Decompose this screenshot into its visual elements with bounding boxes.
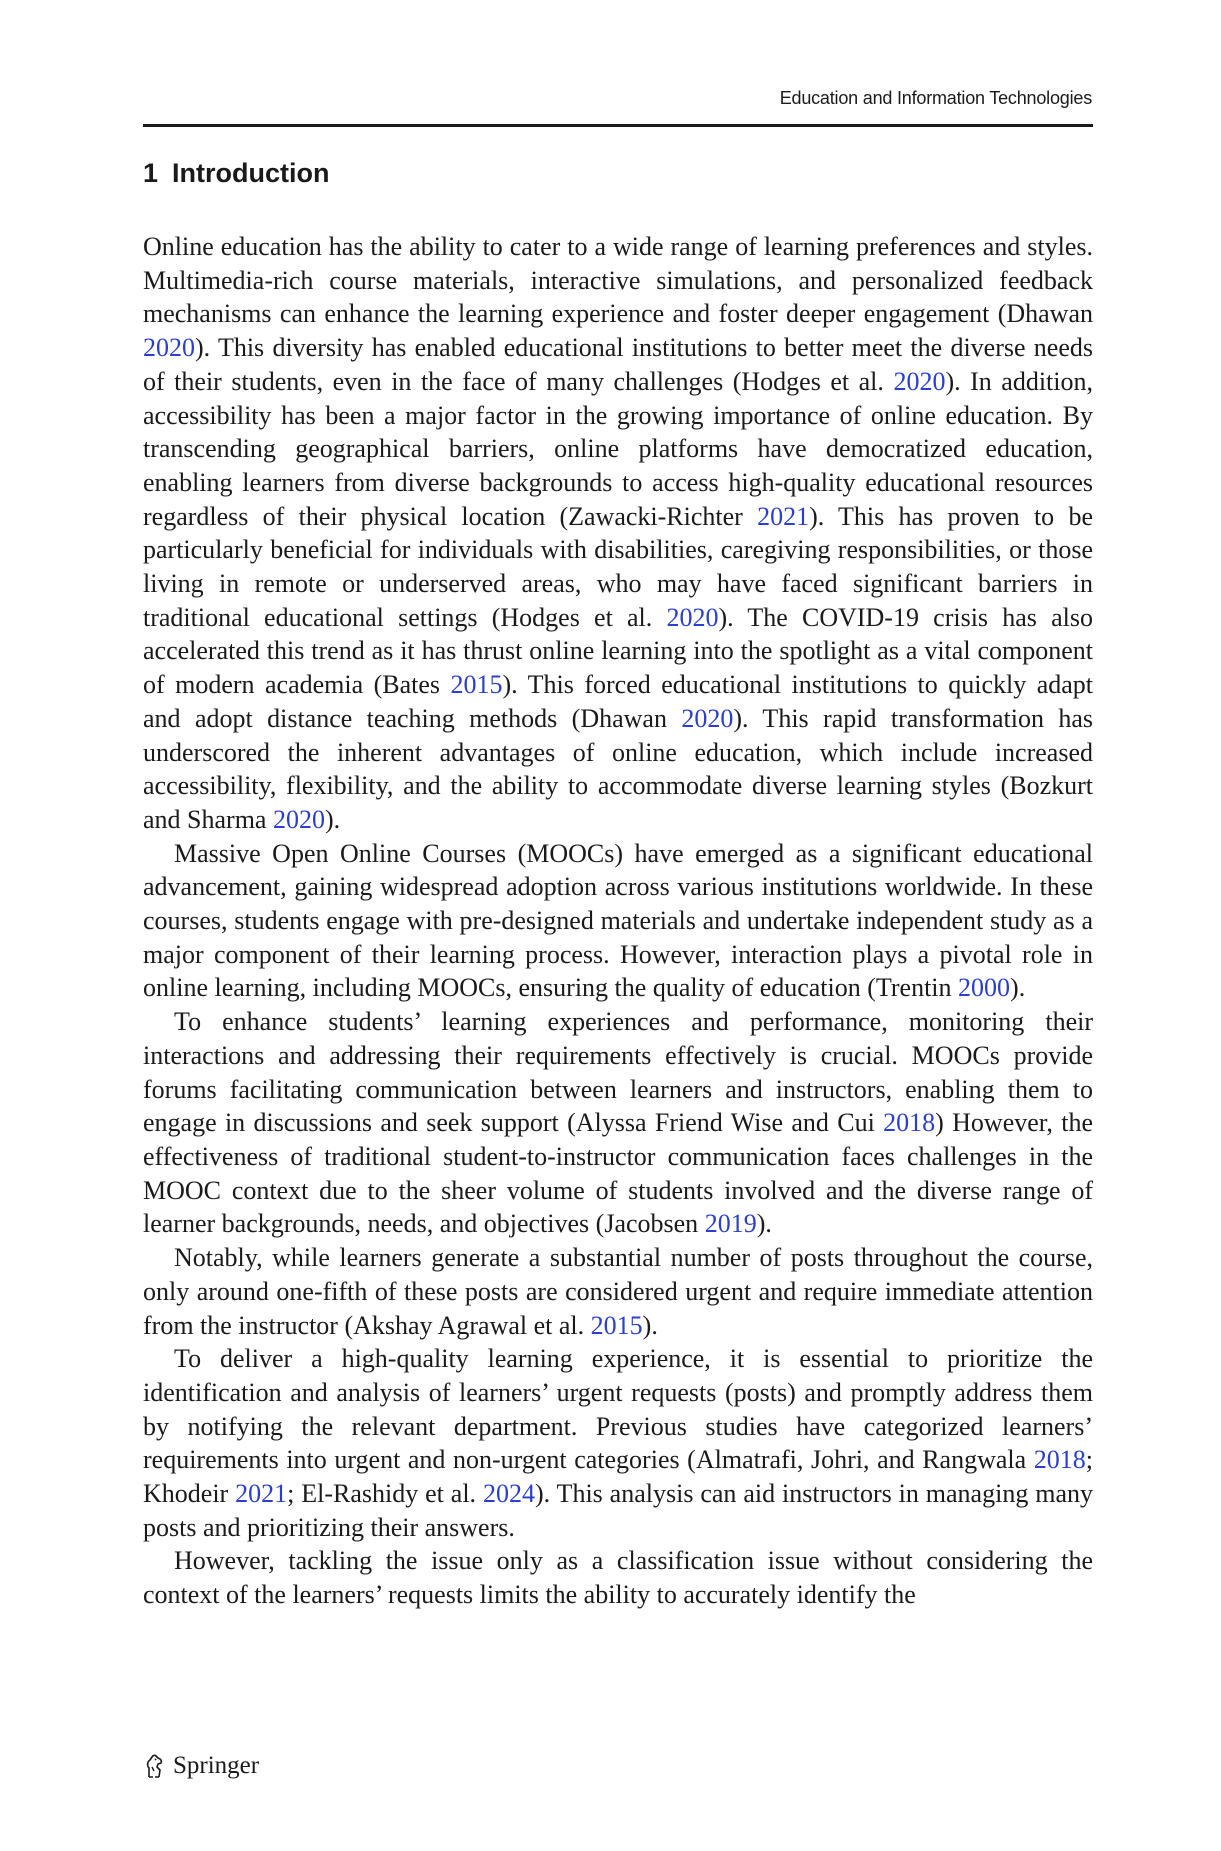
citation-link[interactable]: 2015 — [590, 1310, 643, 1340]
paragraph — [143, 230, 1093, 837]
paragraph-text: ). — [756, 1209, 772, 1239]
citation-link[interactable]: 2015 — [450, 670, 503, 700]
paragraph-text: Notably, while learners generate a substantial number of posts throughout the course, only around one-fifth of these posts are considered urgent and require immediate attention from the instructor (Akshay Agrawal et al. — [143, 1243, 1093, 1340]
citation-link[interactable]: 2018 — [1033, 1445, 1086, 1475]
citation-link[interactable]: 2020 — [143, 333, 195, 363]
paragraph-text: ). — [642, 1310, 658, 1340]
paragraph-text: ). — [1010, 973, 1026, 1003]
paragraph-text: ). This rapid transformation has underscored the inherent advantages of online education, which include increased accessibility, flexibility, and the ability to accommodate diverse learning styles (Bozkurt and Sharma — [143, 703, 1093, 834]
paragraph — [143, 1005, 1093, 1241]
paragraph — [143, 1342, 1093, 1544]
springer-horse-icon — [143, 1753, 165, 1779]
paragraph-text: ). This diversity has enabled educational institutions to better meet the diverse needs of their students, even in the face of many challenges (Hodges et al. — [143, 333, 1093, 396]
paragraph-text: Massive Open Online Courses (MOOCs) have emerged as a significant educational advancement, gaining widespread adoption across various institutions worldwide. In these courses, students engage with pre-designed materials and undertake independent study as a major component of their learning process. However, interaction plays a pivotal role in online learning, including MOOCs, ensuring the quality of education (Trentin — [143, 838, 1093, 1003]
citation-link[interactable]: 2018 — [883, 1108, 936, 1138]
paragraph — [143, 837, 1093, 1006]
paragraph-text: ). In addition, accessibility has been a major factor in the growing importance of online education. By transcending geographical barriers, online platforms have democratized education, enabling learners from diverse backgrounds to access high-quality educational resources regardless of their physical location (Zawacki-Richter — [143, 366, 1094, 531]
paragraph-text: To deliver a high-quality learning experience, it is essential to prioritize the identification and analysis of learners’ urgent requests (posts) and promptly address them by notifying the relevant department. Previous studies have categorized learners’ requirements into urgent and non-urgent categories (Almatrafi, Johri, and Rangwala — [143, 1344, 1093, 1475]
paragraph-text: ). This has proven to be particularly beneficial for individuals with disabilities, caregiving responsibilities, or those living in remote or underserved areas, who may have faced significant barriers in traditional educational settings (Hodges et al. — [143, 501, 1093, 632]
paragraph-text: ). — [324, 804, 341, 834]
citation-link[interactable]: 2020 — [681, 703, 734, 733]
citation-link[interactable]: 2000 — [958, 973, 1011, 1003]
section-title: Introduction — [172, 158, 330, 188]
section-heading — [143, 158, 330, 189]
citation-link[interactable]: 2020 — [272, 804, 325, 834]
section-number: 1 — [143, 158, 159, 188]
paragraph-text: ). The COVID-19 crisis has also accelerated this trend as it has thrust online learning into the spotlight as a vital component of modern academia (Bates — [143, 602, 1093, 700]
citation-link[interactable]: 2020 — [666, 602, 719, 632]
paragraph — [143, 1241, 1093, 1342]
paragraph-text: Online education has the ability to cater to a wide range of learning preferences and styles. Multimedia-rich course materials, interactive simulations, and personalized feedback mechanisms can enhance the learning experience and foster deeper engagement (Dhawan — [143, 232, 1093, 329]
citation-link[interactable]: 2019 — [704, 1209, 757, 1239]
body-text — [143, 230, 1093, 1612]
paragraph-text: ; Khodeir — [143, 1445, 1093, 1509]
paragraph-text: However, tackling the issue only as a classification issue without considering the context of the learners’ requests limits the ability to accurately identify the — [143, 1546, 1093, 1610]
running-head: Education and Information Technologies — [779, 88, 1092, 108]
paragraph-text: ). This analysis can aid instructors in managing many posts and prioritizing their answers. — [143, 1479, 1093, 1542]
citation-link[interactable]: 2021 — [235, 1479, 288, 1509]
publisher-name: Springer — [173, 1752, 260, 1779]
paragraph-text: ; El-Rashidy et al. — [287, 1479, 483, 1509]
paragraph-text: ). This forced educational institutions to quickly adapt and adopt distance teaching methods (Dhawan — [143, 670, 1093, 733]
paragraph-text: To enhance students’ learning experiences and performance, monitoring their interactions and addressing their requirements effectively is crucial. MOOCs provide forums facilitating communication between learners and instructors, enabling them to engage in discussions and seek support (Alyssa Friend Wise and Cui — [143, 1007, 1093, 1138]
paragraph — [143, 1544, 1093, 1611]
citation-link[interactable]: 2021 — [757, 501, 810, 531]
citation-link[interactable]: 2024 — [482, 1479, 535, 1509]
paragraph-text: ) However, the effectiveness of traditional student-to-instructor communication faces challenges in the MOOC context due to the sheer volume of students involved and the diverse range of learner backgrounds, needs, and objectives (Jacobsen — [143, 1108, 1094, 1239]
header-rule — [143, 124, 1093, 127]
publisher-footer — [143, 1752, 259, 1780]
citation-link[interactable]: 2020 — [893, 366, 946, 396]
